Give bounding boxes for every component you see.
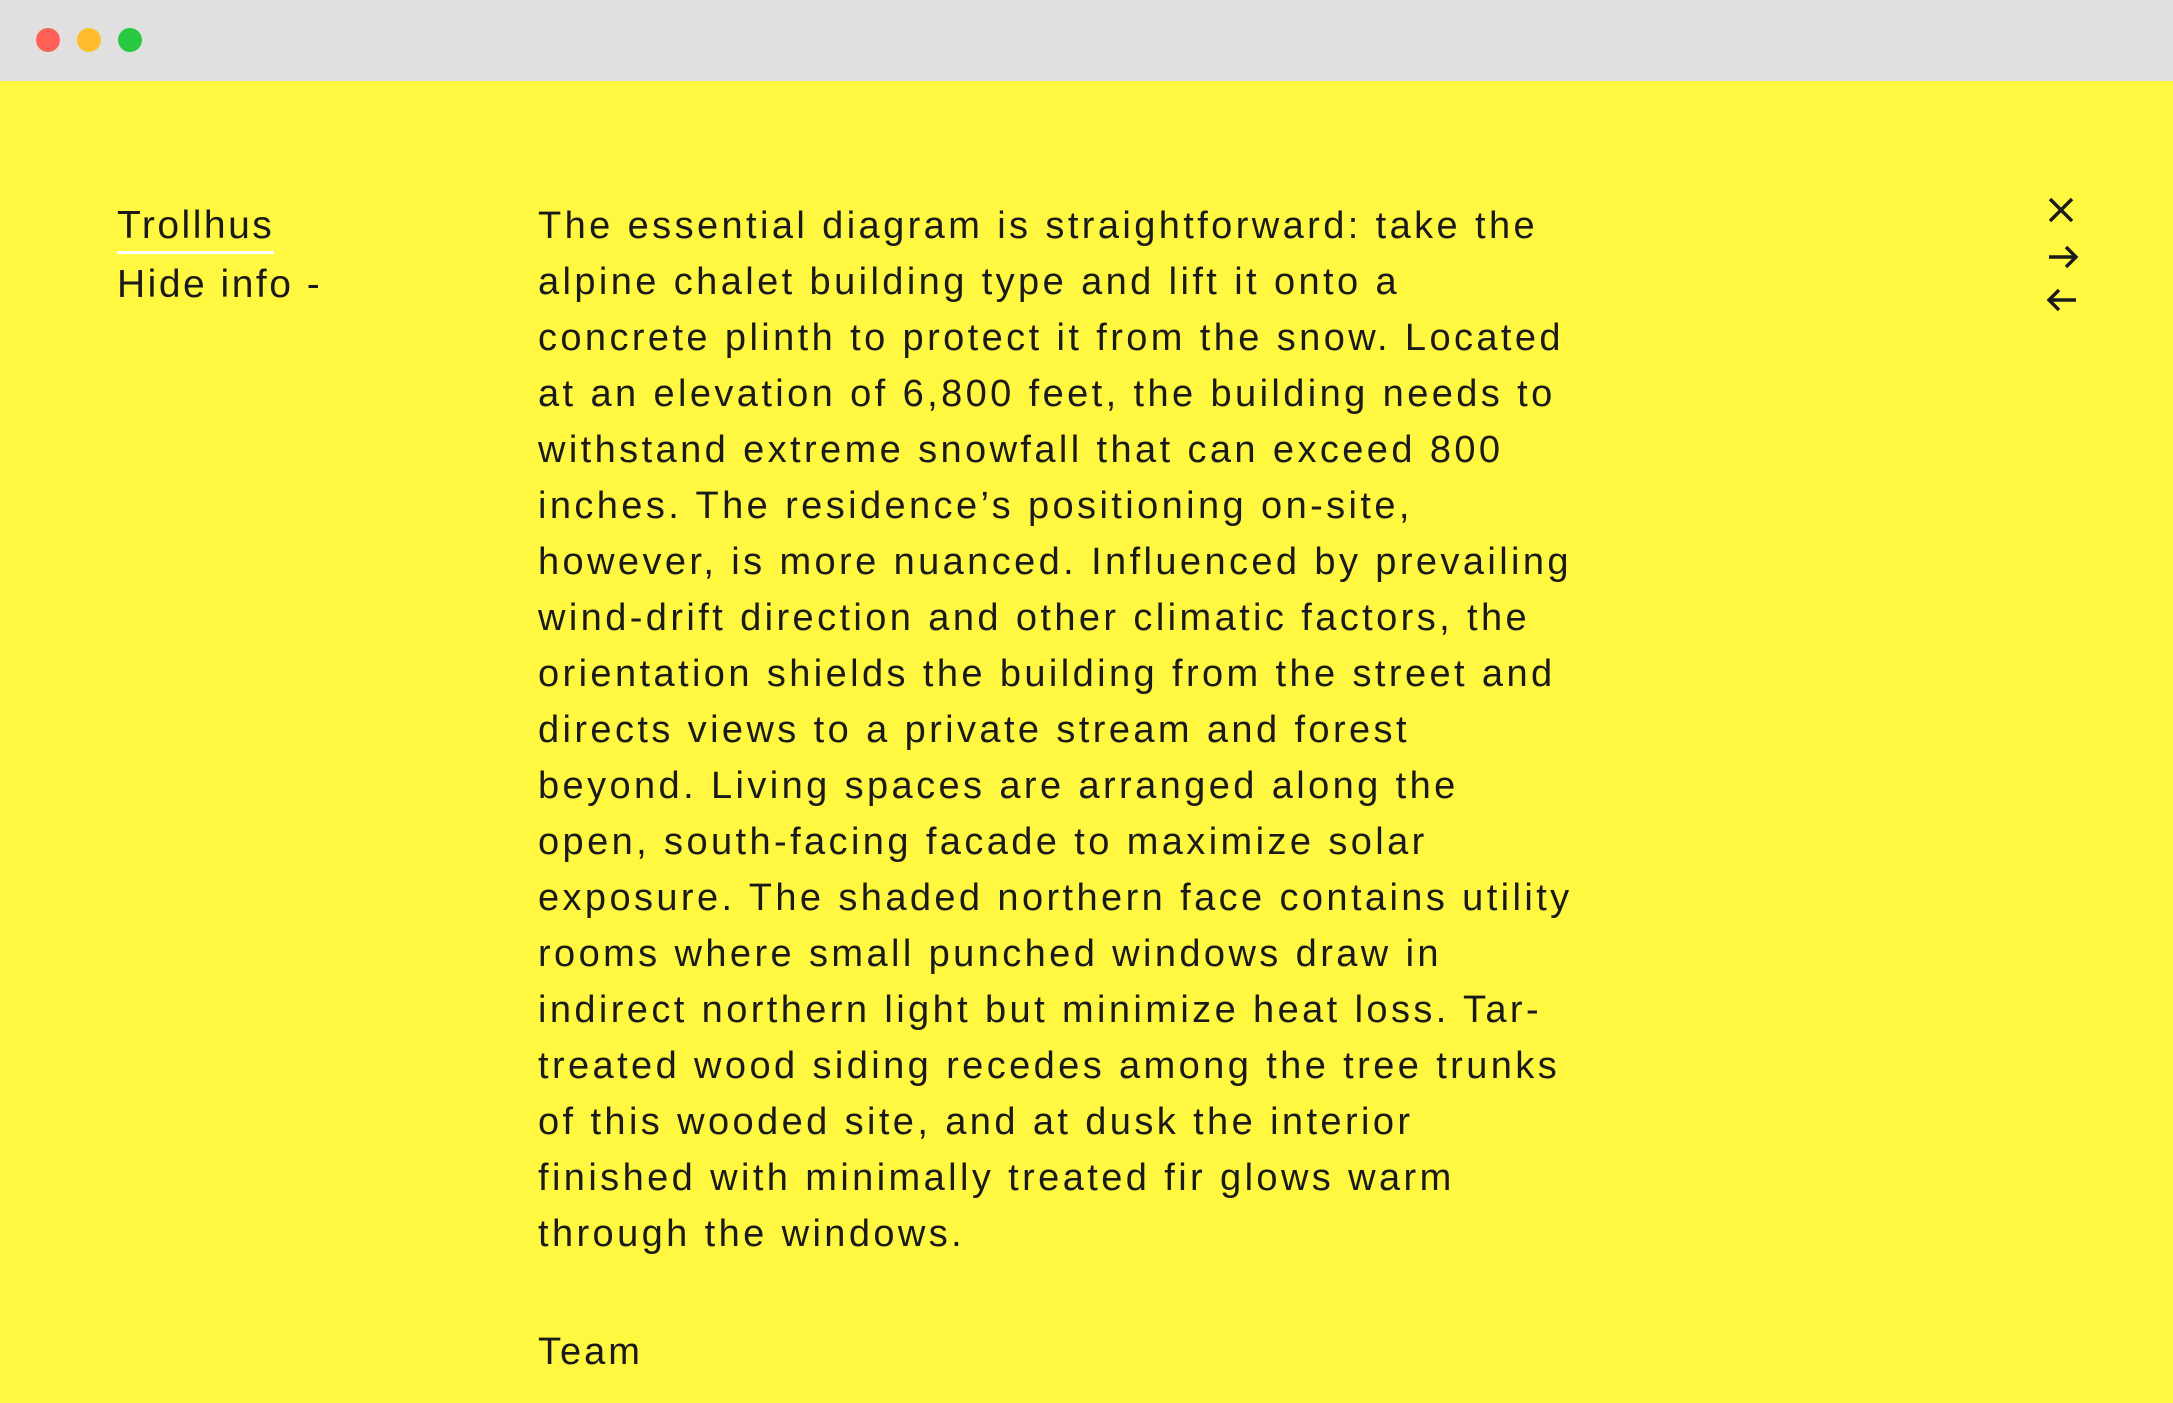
project-info-page — [0, 81, 2173, 1403]
window-titlebar — [0, 0, 2173, 81]
window-close-button[interactable] — [36, 28, 60, 52]
window-minimize-button[interactable] — [77, 28, 101, 52]
close-button[interactable] — [2040, 191, 2096, 235]
window-zoom-button[interactable] — [118, 28, 142, 52]
hide-info-toggle[interactable]: Hide info - — [117, 263, 323, 306]
close-icon — [2040, 191, 2080, 231]
previous-button[interactable] — [2040, 280, 2096, 320]
description-text: The essential diagram is straightforward: take the alpine chalet building type and lift it onto a concrete plinth to protect it from the snow. Located at an elevation of 6,800 feet, the building needs to withstand extreme snowfall that can exceed 800 inches. The residence’s positioning on-site, however, is more nuanced. Influenced by prevailing wind-drift direction and other climatic factors, the orientation shields the building from the street and directs views to a private stream and forest beyond. Living spaces are arranged along the open, south-facing facade to maximize solar exposure. The shaded northern face contains utility rooms where small punched windows draw in indirect northern light but minimize heat loss. Tar-treated wood siding recedes among the tree trunks of this wooded site, and at dusk the interior finished with minimally treated fir glows warm through the windows. — [538, 205, 1573, 1255]
arrow-left-icon — [2040, 280, 2084, 320]
arrow-right-icon — [2040, 235, 2084, 275]
next-button[interactable] — [2040, 235, 2096, 280]
gallery-controls — [2040, 191, 2096, 320]
project-description — [538, 198, 1578, 1380]
team-heading: Team — [538, 1331, 643, 1373]
project-title-link[interactable]: Trollhus — [117, 201, 274, 254]
side-nav — [117, 198, 322, 313]
